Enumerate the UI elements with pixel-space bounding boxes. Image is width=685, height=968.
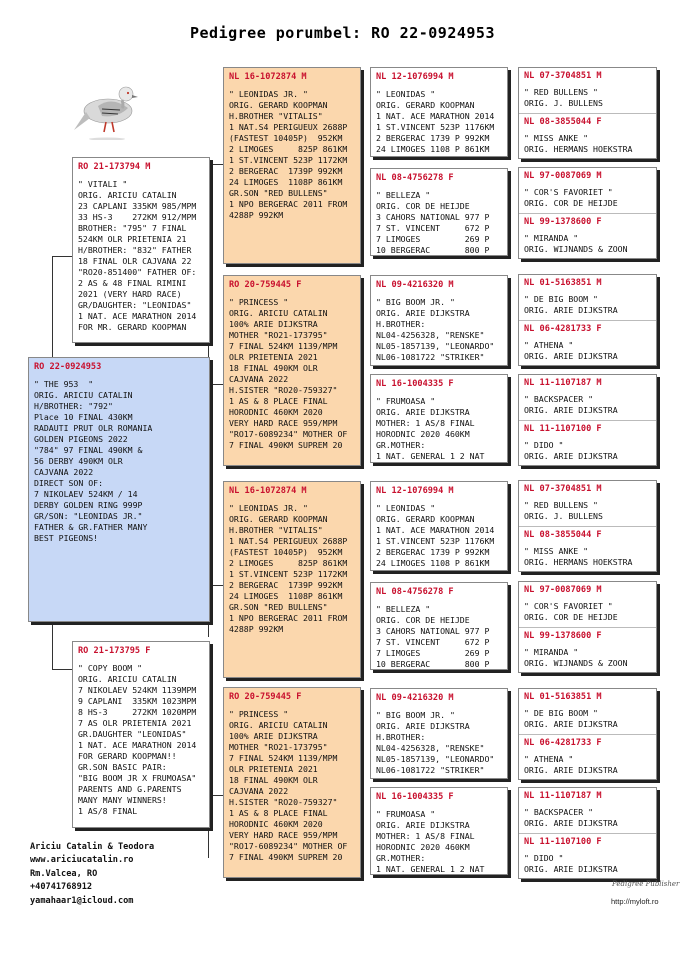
grandsire-mf-id: NL 16-1072874 M — [229, 486, 307, 496]
granddam-fm-card[interactable] — [223, 275, 361, 466]
gggp-text: " MIRANDA " ORIG. WIJNANDS & ZOON — [524, 647, 628, 668]
granddam-fm-text: " PRINCESS " ORIG. ARICIU CATALIN 100% ARIE DIJKSTRA MOTHER "RO21-173795" 7 FINAL 524KM 1139/MPM OLR PRIETENIA 2021 18 FINAL 490KM OLR CAJVANA 2022 H.SISTER "RO20-759327" 1 AS & 8 PLACE FINAL HORODNIC 460KM 2020 VERY HARD RACE 959/MPM "RO17-6089234" MOTHER OF 7 FINAL 490KM SUPREM 20 — [229, 297, 348, 450]
ggp-text: " LEONIDAS " ORIG. GERARD KOOPMAN 1 NAT. ACE MARATHON 2014 1 ST.VINCENT 523P 1176KM 2 BERGERAC 1739 P 992KM 24 LIMOGES 1108 P 861KM — [376, 89, 495, 154]
gggp-text: " COR'S FAVORIET " ORIG. COR DE HEIJDE — [524, 601, 618, 622]
gggp-dam[interactable] — [519, 734, 656, 779]
gggp-text: " MIRANDA " ORIG. WIJNANDS & ZOON — [524, 233, 628, 254]
grandsire-mf-card[interactable] — [223, 481, 361, 678]
gggp-dam[interactable] — [519, 627, 656, 672]
ggp-text: " BIG BOOM JR. " ORIG. ARIE DIJKSTRA H.BROTHER: NL04-4256328, "RENSKE" NL05-1857139, "LEONARDO" NL06-1081722 "STRIKER" — [376, 297, 495, 362]
gggp-text: " ATHENA " ORIG. ARIE DIJKSTRA — [524, 340, 618, 361]
gggp-dam[interactable] — [519, 213, 656, 258]
gggp-text: " DIDO " ORIG. ARIE DIJKSTRA — [524, 440, 618, 461]
ggp-text: " LEONIDAS " ORIG. GERARD KOOPMAN 1 NAT. ACE MARATHON 2014 1 ST.VINCENT 523P 1176KM 2 BERGERAC 1739 P 992KM 24 LIMOGES 1108 P 861KM — [376, 503, 495, 568]
mother-card[interactable] — [72, 641, 210, 828]
gggp-sire[interactable] — [519, 689, 656, 734]
breeder-contact — [30, 841, 154, 908]
breeder-website[interactable]: www.ariciucatalin.ro — [30, 855, 134, 866]
gggp-sire[interactable] — [519, 375, 656, 420]
page-title: Pedigree porumbel: RO 22-0924953 — [190, 24, 495, 42]
gggp-id: NL 11-1107187 M — [524, 791, 602, 801]
ggp-id: NL 09-4216320 M — [376, 280, 454, 290]
gggp-id: NL 11-1107187 M — [524, 378, 602, 388]
gggp-text: " BACKSPACER " ORIG. ARIE DIJKSTRA — [524, 807, 618, 828]
ggp-id: NL 12-1076994 M — [376, 72, 454, 82]
gggp-pair-5[interactable] — [518, 480, 657, 572]
publisher-signature: Pedigree Publisher — [612, 880, 680, 888]
ggp-id: NL 08-4756278 F — [376, 587, 454, 597]
gggp-id: NL 11-1107100 F — [524, 837, 602, 847]
gggp-sire[interactable] — [519, 481, 656, 526]
mother-text: " COPY BOOM " ORIG. ARICIU CATALIN 7 NIKOLAEV 524KM 1139MPM 9 CAPLANI 335KM 1023MPM 8 HS-3 272KM 1020MPM 7 AS OLR PRIETENIA 2021 GR.DAUGHTER "LEONIDAS" 1 NAT. ACE MARATHON 2014 FOR GERARD KOOPMAN!! GR.SON BASIC PAIR: "BIG BOOM JR X FRUMOASA" PARENTS AND G.PARENTS MANY MANY WINNERS! 1 AS/8 FINAL — [78, 663, 197, 816]
subject-id: RO 22-0924953 — [34, 362, 102, 372]
ggp-card-5[interactable] — [370, 481, 508, 571]
gggp-pair-1[interactable] — [518, 67, 657, 159]
breeder-phone[interactable]: +40741768912 — [30, 882, 93, 893]
gggp-text: " DIDO " ORIG. ARIE DIJKSTRA — [524, 853, 618, 874]
gggp-sire[interactable] — [519, 275, 656, 320]
ggp-text: " FRUMOASA " ORIG. ARIE DIJKSTRA MOTHER: 1 AS/8 FINAL HORODNIC 2020 460KM GR.MOTHER: 1 NAT. GENERAL 1 2 NAT — [376, 396, 485, 461]
grandsire-ff-id: NL 16-1072874 M — [229, 72, 307, 82]
connector-line — [208, 795, 223, 796]
mother-id: RO 21-173795 F — [78, 646, 151, 656]
ggp-card-8[interactable] — [370, 787, 508, 875]
gggp-id: NL 07-3704851 M — [524, 71, 602, 81]
gggp-id: NL 06-4281733 F — [524, 738, 602, 748]
gggp-pair-3[interactable] — [518, 274, 657, 366]
gggp-sire[interactable] — [519, 168, 656, 213]
gggp-text: " MISS ANKE " ORIG. HERMANS HOEKSTRA — [524, 546, 633, 567]
publisher-url[interactable]: http://myloft.ro — [611, 897, 659, 906]
subject-text: " THE 953 " ORIG. ARICIU CATALIN H/BROTHER: "792" Place 10 FINAL 430KM RADAUTI PRUT OLR ROMANIA GOLDEN PIGEONS 2022 "784" 97 FINAL 490KM & 56 DERBY 490KM OLR CAJVANA 2022 DIRECT SON OF: 7 NIKOLAEV 524KM / 14 DERBY GOLDEN RING 999P GR/SON: "LEONIDAS JR." FATHER & GR.FATHER MANY BEST PIGEONS! — [34, 379, 153, 543]
gggp-id: NL 08-3855044 F — [524, 530, 602, 540]
gggp-pair-8[interactable] — [518, 787, 657, 879]
gggp-id: NL 11-1107100 F — [524, 424, 602, 434]
gggp-pair-6[interactable] — [518, 581, 657, 673]
granddam-fm-id: RO 20-759445 F — [229, 280, 302, 290]
ggp-text: " BIG BOOM JR. " ORIG. ARIE DIJKSTRA H.BROTHER: NL04-4256328, "RENSKE" NL05-1857139, "LEONARDO" NL06-1081722 "STRIKER" — [376, 710, 495, 775]
gggp-text: " BACKSPACER " ORIG. ARIE DIJKSTRA — [524, 394, 618, 415]
gggp-id: NL 06-4281733 F — [524, 324, 602, 334]
granddam-mm-card[interactable] — [223, 687, 361, 878]
gggp-id: NL 07-3704851 M — [524, 484, 602, 494]
gggp-text: " RED BULLENS " ORIG. J. BULLENS — [524, 500, 603, 521]
grandsire-ff-card[interactable] — [223, 67, 361, 264]
ggp-card-3[interactable] — [370, 275, 508, 366]
connector-line — [208, 164, 223, 165]
gggp-pair-2[interactable] — [518, 167, 657, 259]
father-text: " VITALI " ORIG. ARICIU CATALIN 23 CAPLANI 335KM 985/MPM 33 HS-3 272KM 912/MPM BROTHER: "795" 7 FINAL 524KM OLR PRIETENIA 21 H/BROTHER: "832" FATHER 18 FINAL OLR CAJVANA 22 "RO20-851400" FATHER OF: 2 AS & 48 FINAL RIMINI 2021 (VERY HARD RACE) GR/DAUGHTER: "LEONIDAS" 1 NAT. ACE MARATHON 2014 FOR MR. GERARD KOOPMAN — [78, 179, 197, 332]
gggp-id: NL 97-0087069 M — [524, 171, 602, 181]
connector-line — [52, 669, 72, 670]
ggp-text: " BELLEZA " ORIG. COR DE HEIJDE 3 CAHORS NATIONAL 977 P 7 ST. VINCENT 672 P 7 LIMOGES 269 P 10 BERGERAC 800 P — [376, 604, 490, 669]
gggp-id: NL 08-3855044 F — [524, 117, 602, 127]
granddam-mm-text: " PRINCESS " ORIG. ARICIU CATALIN 100% ARIE DIJKSTRA MOTHER "RO21-173795" 7 FINAL 524KM 1139/MPM OLR PRIETENIA 2021 18 FINAL 490KM OLR CAJVANA 2022 H.SISTER "RO20-759327" 1 AS & 8 PLACE FINAL HORODNIC 460KM 2020 VERY HARD RACE 959/MPM "RO17-6089234" MOTHER OF 7 FINAL 490KM SUPREM 20 — [229, 709, 348, 862]
grandsire-ff-text: " LEONIDAS JR. " ORIG. GERARD KOOPMAN H.BROTHER "VITALIS" 1 NAT.S4 PERIGUEUX 2688P (FASTEST 10405P) 952KM 2 LIMOGES 825P 861KM 1 ST.VINCENT 523P 1172KM 2 BERGERAC 1739P 992KM 24 LIMOGES 1108P 861KM GR.SON "RED BULLENS" 1 NPO BERGERAC 2011 FROM 4288P 992KM — [229, 89, 348, 220]
gggp-text: " MISS ANKE " ORIG. HERMANS HOEKSTRA — [524, 133, 633, 154]
gggp-text: " DE BIG BOOM " ORIG. ARIE DIJKSTRA — [524, 708, 618, 729]
gggp-text: " DE BIG BOOM " ORIG. ARIE DIJKSTRA — [524, 294, 618, 315]
connector-line — [52, 256, 72, 257]
breeder-city: Rm.Valcea, RO — [30, 868, 98, 879]
grandsire-mf-text: " LEONIDAS JR. " ORIG. GERARD KOOPMAN H.BROTHER "VITALIS" 1 NAT.S4 PERIGUEUX 2688P (FASTEST 10405P) 952KM 2 LIMOGES 825P 861KM 1 ST.VINCENT 523P 1172KM 2 BERGERAC 1739P 992KM 24 LIMOGES 1108P 861KM GR.SON "RED BULLENS" 1 NPO BERGERAC 2011 FROM 4288P 992KM — [229, 503, 348, 634]
gggp-pair-4[interactable] — [518, 374, 657, 466]
pigeon-image — [72, 78, 142, 140]
connector-line — [52, 621, 53, 669]
breeder-name: Ariciu Catalin & Teodora — [30, 842, 155, 852]
gggp-pair-7[interactable] — [518, 688, 657, 780]
gggp-sire[interactable] — [519, 68, 656, 113]
gggp-text: " COR'S FAVORIET " ORIG. COR DE HEIJDE — [524, 187, 618, 208]
gggp-sire[interactable] — [519, 788, 656, 833]
ggp-id: NL 12-1076994 M — [376, 486, 454, 496]
ggp-text: " BELLEZA " ORIG. COR DE HEIJDE 3 CAHORS NATIONAL 977 P 7 ST. VINCENT 672 P 7 LIMOGES 269 P 10 BERGERAC 800 P — [376, 190, 490, 255]
granddam-mm-id: RO 20-759445 F — [229, 692, 302, 702]
subject-card[interactable] — [28, 357, 210, 622]
connector-line — [208, 384, 223, 385]
gggp-id: NL 99-1378600 F — [524, 217, 602, 227]
breeder-email[interactable]: yamahaar1@icloud.com — [30, 895, 134, 906]
ggp-id: NL 16-1004335 F — [376, 379, 454, 389]
gggp-dam[interactable] — [519, 113, 656, 158]
gggp-id: NL 97-0087069 M — [524, 585, 602, 595]
father-card[interactable] — [72, 157, 210, 343]
ggp-card-4[interactable] — [370, 374, 508, 463]
ggp-card-6[interactable] — [370, 582, 508, 670]
ggp-id: NL 08-4756278 F — [376, 173, 454, 183]
gggp-id: NL 01-5163851 M — [524, 278, 602, 288]
gggp-dam[interactable] — [519, 526, 656, 571]
gggp-sire[interactable] — [519, 582, 656, 627]
gggp-text: " ATHENA " ORIG. ARIE DIJKSTRA — [524, 754, 618, 775]
gggp-id: NL 01-5163851 M — [524, 692, 602, 702]
connector-line — [208, 585, 223, 586]
gggp-dam[interactable] — [519, 420, 656, 465]
ggp-card-7[interactable] — [370, 688, 508, 779]
gggp-id: NL 99-1378600 F — [524, 631, 602, 641]
ggp-id: NL 16-1004335 F — [376, 792, 454, 802]
gggp-dam[interactable] — [519, 320, 656, 365]
ggp-card-1[interactable] — [370, 67, 508, 157]
ggp-card-2[interactable] — [370, 168, 508, 256]
gggp-text: " RED BULLENS " ORIG. J. BULLENS — [524, 87, 603, 108]
connector-line — [52, 256, 53, 358]
ggp-id: NL 09-4216320 M — [376, 693, 454, 703]
father-id: RO 21-173794 M — [78, 162, 151, 172]
ggp-text: " FRUMOASA " ORIG. ARIE DIJKSTRA MOTHER: 1 AS/8 FINAL HORODNIC 2020 460KM GR.MOTHER: 1 NAT. GENERAL 1 2 NAT — [376, 809, 485, 874]
gggp-dam[interactable] — [519, 833, 656, 878]
